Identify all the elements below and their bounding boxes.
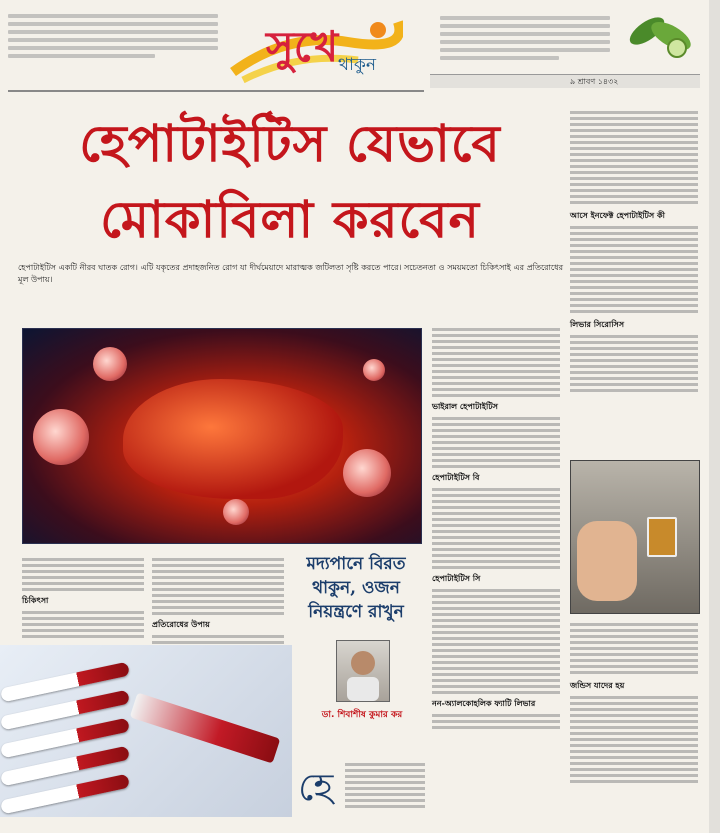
virus-icon: [93, 347, 127, 381]
subhead-treatment: চিকিৎসা: [22, 596, 49, 605]
article-column-4: [345, 760, 425, 811]
sidebar-column: [570, 108, 698, 395]
author-photo: [336, 640, 390, 702]
subhead-hepatitis-c: হেপাটাইটিস সি: [432, 574, 481, 583]
blood-test-tubes-image: [0, 645, 292, 817]
glass-icon: [647, 517, 677, 557]
liver-virus-image: [22, 328, 422, 544]
subhead-nafld: নন-অ্যালকোহলিক ফ্যাটি লিভার: [432, 699, 536, 708]
top-left-blurb: [8, 10, 218, 80]
page-edge: [709, 0, 720, 833]
masthead-subtitle: থাকুন: [338, 55, 376, 75]
header-rule: [8, 90, 424, 92]
subhead-prevention: প্রতিরোধের উপায়: [152, 620, 210, 629]
author-name: ডা. শিবাশীষ কুমার কর: [321, 710, 403, 720]
article-column-1: [22, 555, 144, 641]
virus-icon: [363, 359, 385, 381]
alcohol-refusal-photo: [570, 460, 700, 614]
hand-icon: [577, 521, 637, 601]
syringe-icon: [130, 692, 281, 763]
virus-icon: [343, 449, 391, 497]
virus-icon: [33, 409, 89, 465]
subhead-hepatitis-b: হেপাটাইটিস বি: [432, 473, 480, 482]
dropcap: হে: [298, 765, 334, 809]
masthead-title: সুখে: [266, 22, 339, 71]
subhead-viral-hepatitis: ভাইরাল হেপাটাইটিস: [432, 402, 498, 411]
subhead-jaundice: জন্ডিস যাদের হয়: [570, 681, 625, 690]
top-right-blurb: [440, 12, 610, 72]
intro-paragraph: হেপাটাইটিস একটি নীরব ঘাতক রোগ। এটি যকৃতের প্রদাহজনিত রোগ যা দীর্ঘমেয়াদে মারাত্মক জটিলতা সৃষ্টি করতে পারে। সচেতনতা ও সময়মতো চিকিৎসাই এর প্রতিরোধের মূল উপায়।: [18, 263, 563, 284]
masthead: [228, 6, 418, 90]
virus-icon: [223, 499, 249, 525]
headline-line-2: মোকাবিলা করবেন: [100, 190, 480, 250]
headline-line-1: হেপাটাইটিস যেভাবে: [79, 114, 501, 174]
liver-icon: [123, 379, 343, 499]
pull-quote: মদ্যপানে বিরত থাকুন, ওজন নিয়ন্ত্রণে রাখুন: [306, 554, 406, 622]
bitter-gourd-icon: [625, 6, 695, 66]
person-icon: [337, 641, 389, 701]
subhead-what-is: আসে ইনফেক্ট হেপাটাইটিস কী: [570, 211, 665, 220]
dateline: ৯ শ্রাবণ ১৪৩২: [430, 74, 700, 88]
article-column-3: [432, 325, 560, 732]
headline: [20, 106, 560, 258]
sidebar-column-lower: [570, 620, 698, 786]
subhead-cirrhosis: লিভার সিরোসিস: [570, 320, 625, 329]
